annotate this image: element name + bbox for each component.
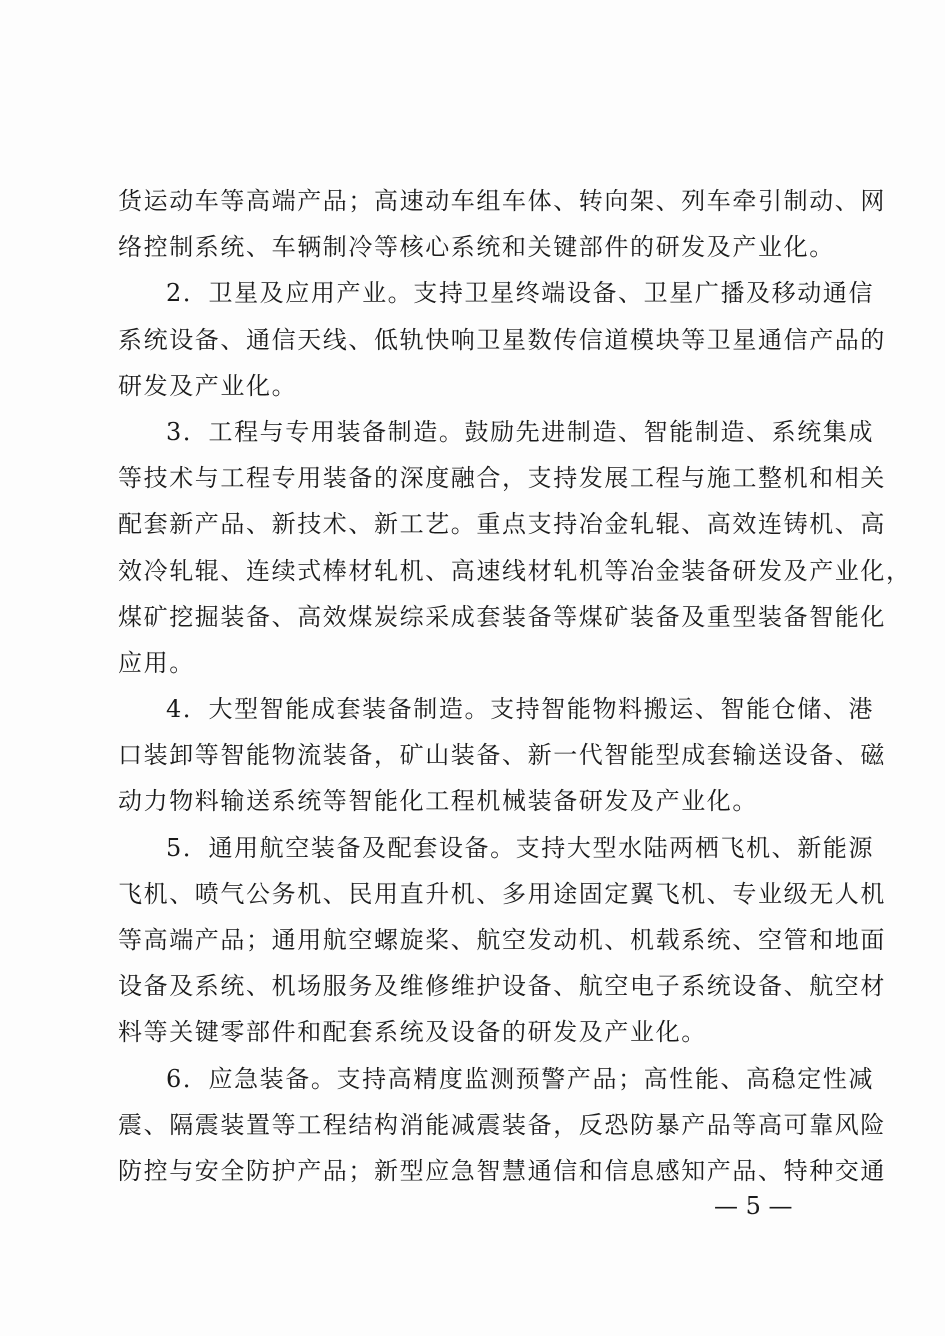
section-5-heading-line: 5．通用航空装备及配套设备。支持大型水陆两栖飞机、新能源 bbox=[166, 833, 875, 862]
text-line: 煤矿挖掘装备、高效煤炭综采成套装备等煤矿装备及重型装备智能化 bbox=[118, 602, 886, 631]
text-line: 料等关键零部件和配套系统及设备的研发及产业化。 bbox=[118, 1018, 707, 1047]
text-line: 研发及产业化。 bbox=[118, 371, 298, 400]
text-line: 设备及系统、机场服务及维修维护设备、航空电子系统设备、航空材 bbox=[118, 972, 886, 1001]
section-6-heading-line: 6．应急装备。支持高精度监测预警产品；高性能、高稳定性减 bbox=[166, 1064, 875, 1093]
text-line: 效冷轧辊、连续式棒材轧机、高速线材轧机等冶金装备研发及产业化， bbox=[118, 556, 912, 585]
text-line: 震、隔震装置等工程结构消能减震装备，反恐防暴产品等高可靠风险 bbox=[118, 1110, 886, 1139]
text-line: 应用。 bbox=[118, 648, 195, 677]
section-4-heading-line: 4．大型智能成套装备制造。支持智能物料搬运、智能仓储、港 bbox=[166, 695, 875, 724]
text-line: 货运动车等高端产品；高速动车组车体、转向架、列车牵引制动、网 bbox=[118, 187, 886, 215]
text-line: 等高端产品；通用航空螺旋桨、航空发动机、机载系统、空管和地面 bbox=[118, 926, 886, 954]
text-line: 配套新产品、新技术、新工艺。重点支持冶金轧辊、高效连铸机、高 bbox=[118, 510, 886, 539]
page-number: — 5 — bbox=[714, 1192, 793, 1220]
text-line: 系统设备、通信天线、低轨快响卫星数传信道模块等卫星通信产品的 bbox=[118, 325, 886, 354]
text-line: 动力物料输送系统等智能化工程机械装备研发及产业化。 bbox=[118, 787, 758, 816]
text-line: 络控制系统、车辆制冷等核心系统和关键部件的研发及产业化。 bbox=[118, 233, 835, 262]
section-2-heading-line: 2．卫星及应用产业。支持卫星终端设备、卫星广播及移动通信 bbox=[166, 279, 875, 308]
text-line: 飞机、喷气公务机、民用直升机、多用途固定翼飞机、专业级无人机 bbox=[118, 879, 886, 908]
text-line: 口装卸等智能物流装备，矿山装备、新一代智能型成套输送设备、磁 bbox=[118, 741, 886, 770]
text-line: 等技术与工程专用装备的深度融合，支持发展工程与施工整机和相关 bbox=[118, 464, 886, 493]
text-line: 防控与安全防护产品；新型应急智慧通信和信息感知产品、特种交通 bbox=[118, 1156, 886, 1185]
section-3-heading-line: 3．工程与专用装备制造。鼓励先进制造、智能制造、系统集成 bbox=[166, 417, 875, 446]
document-body bbox=[118, 178, 912, 1194]
